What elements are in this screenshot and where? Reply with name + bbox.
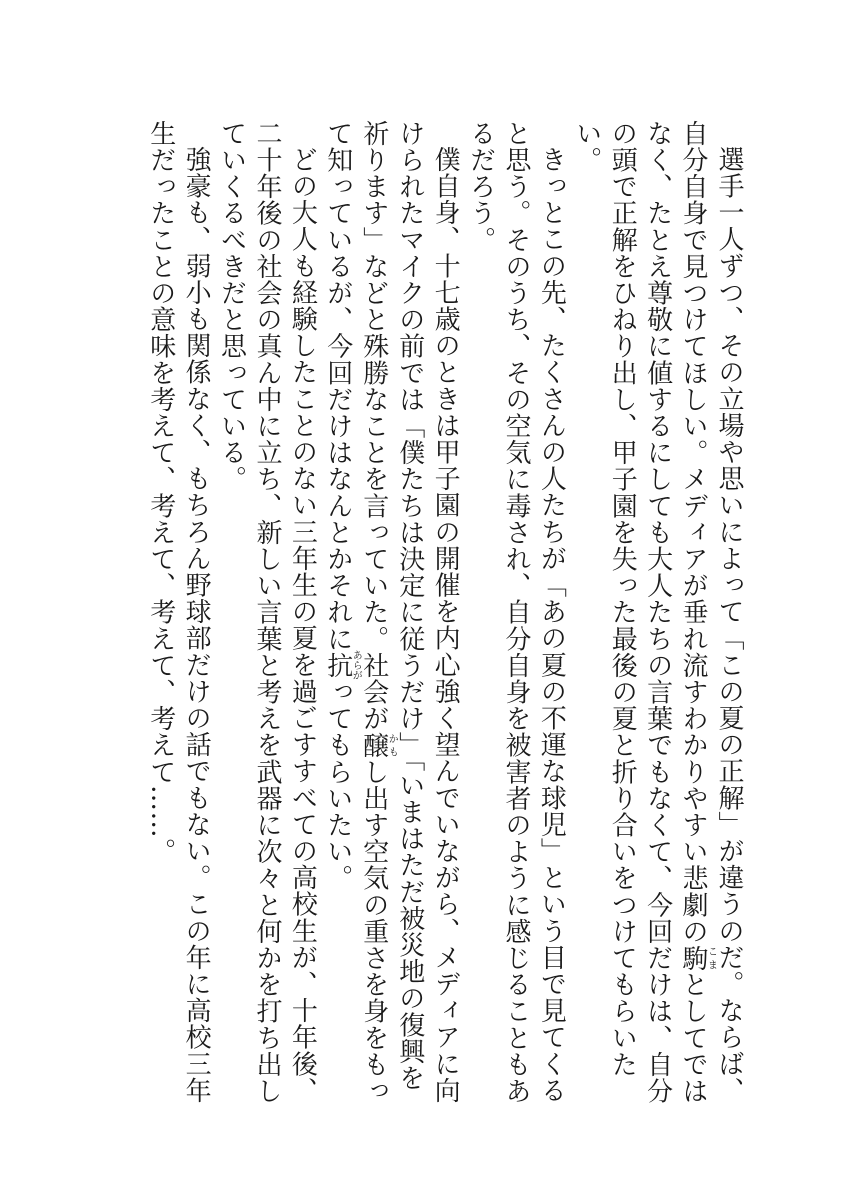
text-segment: どの大人も経験したことのない三年生の夏を過ごすすべての高校生が、十年後、二十年後の社会の真ん中に立ち、新しい言葉と考えを武器に次々と何かを打ち出していくるべきだと思っている。: [216, 120, 318, 1105]
text-segment: きっとこの先、たくさんの人たちが「あの夏の不運な球児」という目で見てくると思う。そのうち、その空気に毒され、自分自身を被害者のように感じることもあるだろう。: [465, 120, 567, 1105]
paragraph: [142, 120, 213, 1110]
paragraph: [213, 120, 319, 1110]
vertical-text-body: [142, 120, 746, 1110]
text-segment: 僕自身、十七歳のときは甲子園の開催を内心強く望んでいながら、メディアに向けられたマイクの前では「僕たちは決定に従うだけ」「いまはただ被災地の復興を祈ります」などと殊勝なことを言っていた。社会が: [358, 120, 461, 1104]
ruby-annotation: [358, 731, 398, 759]
text-segment: し出す空気の重さを身をもって知っているが、今回だけはなんとかそれに: [322, 120, 389, 1105]
paragraph: [568, 120, 746, 1110]
ruby-base: 抗: [322, 650, 353, 681]
ruby-reading: こま: [705, 944, 717, 972]
ruby-base: 醸: [358, 731, 389, 759]
ruby-annotation: [678, 944, 717, 972]
text-segment: としてではなく、たとえ尊敬に値するにしても大人たちの言葉でもなくて、今回だけは、自分の頭で正解をひねり出し、甲子園を失った最後の夏と折り合いをつけてもらいたい。: [571, 120, 708, 1105]
ruby-reading: かも: [386, 731, 398, 759]
text-segment: 強豪も、弱小も関係なく、もちろん野球部だけの話でもない。この年に高校三年生だったことの意味を考えて、考えて、考えて、考えて……。: [145, 120, 212, 1104]
ruby-annotation: [322, 650, 362, 681]
ruby-reading: あらが: [350, 650, 362, 681]
ruby-base: 駒: [678, 944, 708, 972]
text-segment: 選手一人ずつ、その立場や思いによって「この夏の正解」が違うのだ。ならば、自分自身で見つけてほしい。メディアが垂れ流すわかりやすい悲劇の: [678, 120, 744, 1104]
paragraph: [462, 120, 568, 1110]
paragraph: [319, 120, 462, 1110]
text-segment: ってもらいたい。: [322, 678, 353, 892]
